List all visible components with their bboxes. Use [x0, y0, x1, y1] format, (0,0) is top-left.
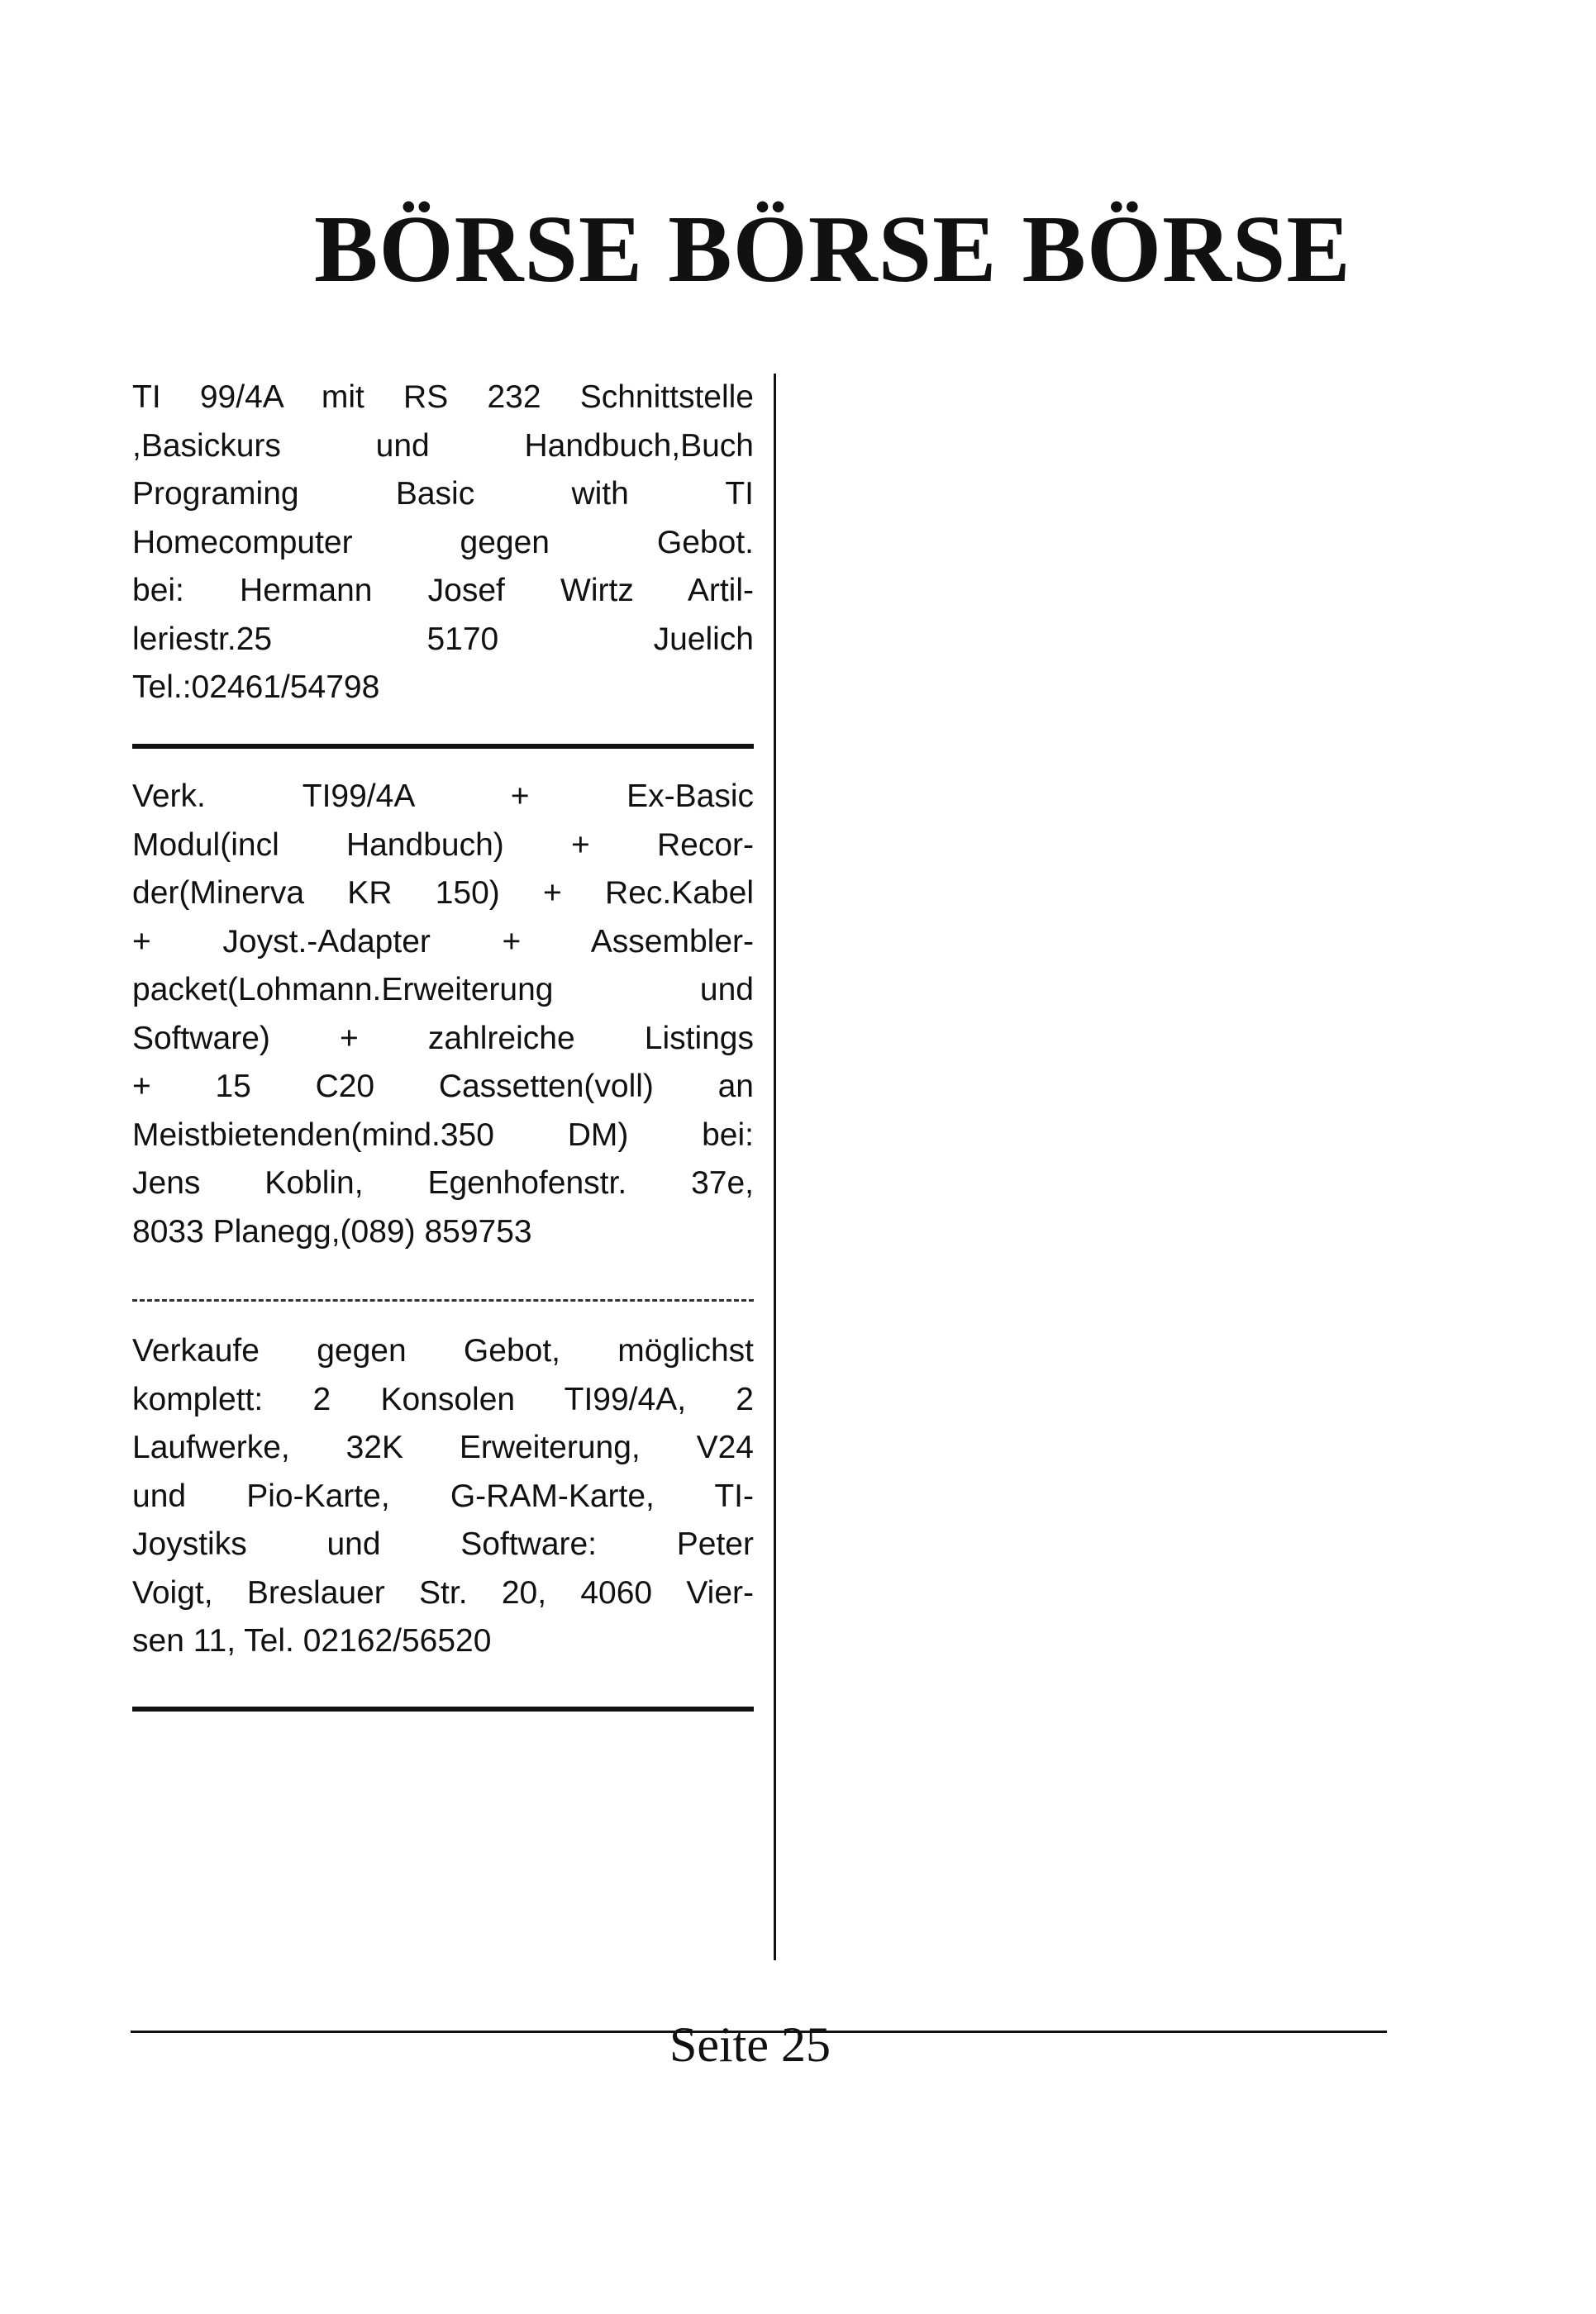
page-title: BÖRSE BÖRSE BÖRSE	[314, 197, 1351, 302]
classified-ad-2	[132, 773, 754, 1256]
ad-line: Homecomputer gegen Gebot.	[132, 524, 754, 560]
ad-line: Jens Koblin, Egenhofenstr. 37e,	[132, 1165, 754, 1201]
ad-line: packet(Lohmann.Erweiterung und	[132, 972, 754, 1007]
ad-line: bei: Hermann Josef Wirtz Artil-	[132, 573, 754, 608]
ad-line: Tel.:02461/54798	[132, 669, 380, 705]
ad-line: Meistbietenden(mind.350 DM) bei:	[132, 1117, 754, 1153]
ad-line: + 15 C20 Cassetten(voll) an	[132, 1069, 754, 1104]
ad-line: ,Basickurs und Handbuch,Buch	[132, 427, 754, 464]
ad-text	[132, 773, 754, 1256]
ad-line: und Pio-Karte, G-RAM-Karte, TI-	[132, 1478, 754, 1514]
ad-line: 8033 Planegg,(089) 859753	[132, 1213, 532, 1250]
classified-ad-1	[132, 374, 754, 712]
ad-line: Modul(incl Handbuch) + Recor-	[132, 826, 754, 863]
separator-rule	[132, 1299, 754, 1302]
ad-line: Software) + zahlreiche Listings	[132, 1020, 754, 1056]
column-divider	[774, 374, 776, 1960]
classified-ad-3	[132, 1327, 754, 1666]
ad-line: + Joyst.-Adapter + Assembler-	[132, 923, 754, 959]
separator-rule	[132, 1707, 754, 1712]
ad-line: Joystiks und Software: Peter	[132, 1526, 754, 1562]
ad-text	[132, 1327, 754, 1666]
ad-line: der(Minerva KR 150) + Rec.Kabel	[132, 875, 754, 911]
separator-rule	[132, 744, 754, 749]
ad-line: leriestr.25 5170 Juelich	[132, 621, 754, 657]
ad-line: Verk. TI99/4A + Ex-Basic	[132, 778, 754, 814]
ad-line: Laufwerke, 32K Erweiterung, V24	[132, 1430, 754, 1465]
ad-text	[132, 374, 754, 712]
page-number: Seite 25	[669, 2017, 831, 2072]
ad-line: sen 11, Tel. 02162/56520	[132, 1623, 492, 1659]
ad-line: TI 99/4A mit RS 232 Schnittstelle	[132, 379, 754, 415]
ad-line: Verkaufe gegen Gebot, möglichst	[132, 1333, 754, 1369]
ad-line: Programing Basic with TI	[132, 476, 754, 512]
ad-line: komplett: 2 Konsolen TI99/4A, 2	[132, 1381, 754, 1417]
ad-line: Voigt, Breslauer Str. 20, 4060 Vier-	[132, 1574, 754, 1611]
